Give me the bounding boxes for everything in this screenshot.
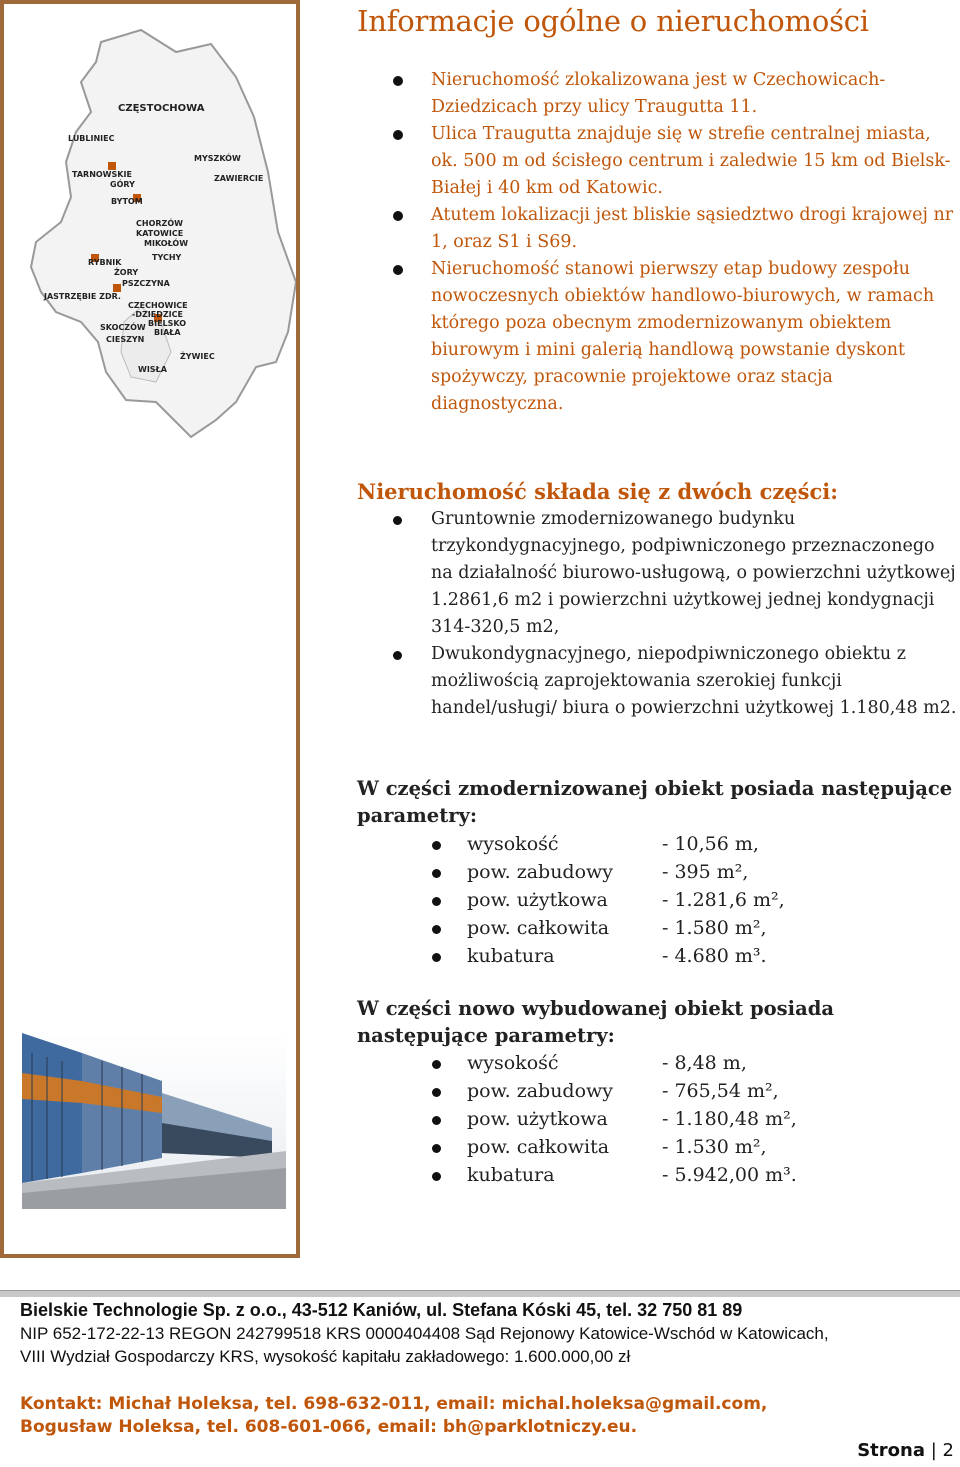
map-label: KATOWICE (136, 229, 184, 238)
map-label: CIESZYN (106, 335, 145, 344)
map-label: JASTRZĘBIE ZDR. (44, 292, 121, 301)
bullet-icon (432, 1060, 441, 1069)
registry-line: NIP 652-172-22-13 REGON 242799518 KRS 0000404408 Sąd Rejonowy Katowice-Wschód w Katowicach, (20, 1324, 829, 1343)
bullet-icon (393, 651, 402, 660)
parts-list (357, 506, 957, 722)
contact-line: Bogusław Holeksa, tel. 608-601-066, email: bh@parklotniczy.eu. (20, 1417, 638, 1437)
param-list (357, 830, 917, 970)
map-label: SKOCZÓW (100, 323, 146, 332)
param-row: pow. zabudowy - 395 m², (357, 858, 917, 886)
list-item: Atutem lokalizacji jest bliskie sąsiedztwo drogi krajowej nr 1, oraz S1 i S69. (357, 202, 957, 256)
registry-line: VIII Wydział Gospodarczy KRS, wysokość kapitału zakładowego: 1.600.000,00 zł (20, 1347, 631, 1366)
bullet-icon (393, 130, 403, 140)
list-item: Ulica Traugutta znajduje się w strefie centralnej miasta, ok. 500 m od ścisłego centrum i zaledwie 15 km od Bielsk-Białej i 40 km od Katowic. (357, 121, 957, 202)
map-label: WISŁA (138, 365, 167, 374)
map-label: TARNOWSKIE (72, 170, 132, 179)
map-label: MYSZKÓW (194, 154, 241, 163)
bullet-icon (432, 1088, 441, 1097)
param-row: wysokość - 10,56 m, (357, 830, 917, 858)
map-label: CZECHOWICE (128, 301, 188, 310)
map-label: CZĘSTOCHOWA (118, 103, 205, 114)
param-list (357, 1049, 917, 1189)
map-label: CHORZÓW (136, 219, 183, 228)
page-number: Strona | 2 (857, 1440, 954, 1461)
map-label: LUBLINIEC (68, 134, 115, 143)
map-label: TYCHY (152, 253, 182, 262)
param-row: pow. użytkowa - 1.281,6 m², (357, 886, 917, 914)
company-line: Bielskie Technologie Sp. z o.o., 43-512 Kaniów, ul. Stefana Kóski 45, tel. 32 750 81 89 (20, 1300, 743, 1320)
building-rendering (22, 1033, 286, 1209)
map-label: MIKOŁÓW (144, 239, 189, 248)
intro-list (357, 67, 957, 418)
section-heading: W części nowo wybudowanej obiekt posiada następujące parametry: (357, 997, 834, 1047)
bullet-icon (432, 1144, 441, 1153)
param-row: pow. użytkowa - 1.180,48 m², (357, 1105, 917, 1133)
map-label: RYBNIK (88, 258, 122, 267)
bullet-icon (393, 516, 402, 525)
bullet-icon (432, 1172, 441, 1181)
param-row: pow. zabudowy - 765,54 m², (357, 1077, 917, 1105)
region-map (6, 22, 296, 442)
map-label: BIAŁA (154, 328, 181, 337)
map-label: ŻYWIEC (180, 352, 215, 361)
map-label: BYTOM (111, 197, 143, 206)
map-label: ZAWIERCIE (214, 174, 264, 183)
bullet-icon (393, 76, 403, 86)
list-item: Nieruchomość stanowi pierwszy etap budowy zespołu nowoczesnych obiektów handlowo-biurowych, w ramach którego poza obecnym zmodernizowanym obiektem biurowym i mini galerią handlową powstanie dyskont spożywczy, pracownie projektowe oraz stacja diagnostyczna. (357, 256, 957, 418)
map-label: -DZIEDZICE (132, 310, 183, 319)
bullet-icon (393, 211, 403, 221)
map-label: ŻORY (114, 268, 139, 277)
bullet-icon (432, 869, 441, 878)
param-row: pow. całkowita - 1.530 m², (357, 1133, 917, 1161)
bullet-icon (432, 1116, 441, 1125)
map-label: GÓRY (110, 180, 135, 189)
footer-divider (0, 1290, 960, 1297)
bullet-icon (432, 925, 441, 934)
map-label: BIELSKO (148, 319, 187, 328)
bullet-icon (393, 265, 403, 275)
bullet-icon (432, 841, 441, 850)
list-item: Gruntownie zmodernizowanego budynku trzykondygnacyjnego, podpiwniczonego przeznaczonego na działalność biurowo-usługową, o powierzchni użytkowej 1.2861,6 m2 i powierzchni użytkowej jednej kondygnacji 314-320,5 m2, (357, 506, 957, 641)
param-row: kubatura - 5.942,00 m³. (357, 1161, 917, 1189)
section-heading: W części zmodernizowanej obiekt posiada następujące parametry: (357, 777, 953, 827)
section-title: Nieruchomość składa się z dwóch części: (357, 479, 838, 504)
param-row: kubatura - 4.680 m³. (357, 942, 917, 970)
page-title: Informacje ogólne o nieruchomości (357, 4, 869, 38)
map-label: PSZCZYNA (122, 279, 170, 288)
param-row: pow. całkowita - 1.580 m², (357, 914, 917, 942)
list-item: Dwukondygnacyjnego, niepodpiwniczonego obiektu z możliwością zaprojektowania szerokiej funkcji handel/usługi/ biura o powierzchni użytkowej 1.180,48 m2. (357, 641, 957, 722)
bullet-icon (432, 953, 441, 962)
list-item: Nieruchomość zlokalizowana jest w Czechowicach-Dziedzicach przy ulicy Traugutta 11. (357, 67, 957, 121)
param-row: wysokość - 8,48 m, (357, 1049, 917, 1077)
contact-line: Kontakt: Michał Holeksa, tel. 698-632-011, email: michal.holeksa@gmail.com, (20, 1394, 768, 1414)
bullet-icon (432, 897, 441, 906)
